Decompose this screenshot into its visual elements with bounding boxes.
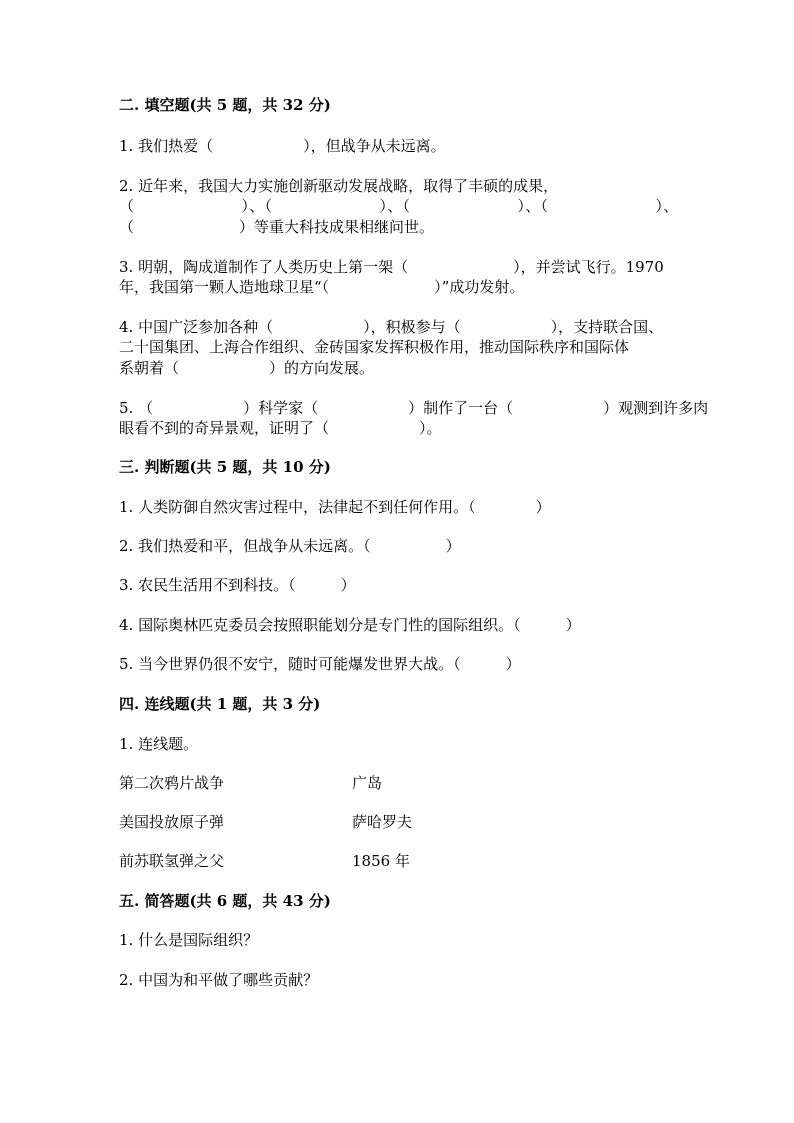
fill-question-2-line-2: （ ）、（ ）、（ ）、（ ）、: [119, 197, 679, 215]
judge-question-1: 1. 人类防御自然灾害过程中，法律起不到任何作用。（ ）: [119, 498, 551, 516]
matching-right-item: 1856 年: [352, 852, 410, 870]
fill-question-4-line-2: 二十国集团、上海合作组织、金砖国家发挥积极作用，推动国际秩序和国际体: [119, 338, 630, 356]
matching-right-item: 广岛: [352, 774, 383, 792]
matching-left-item: 第二次鸦片战争: [119, 774, 225, 792]
fill-question-3-line-2: 年，我国第一颗人造地球卫星“（ ）”成功发射。: [119, 278, 525, 296]
fill-question-3-line-1: 3. 明朝，陶成道制作了人类历史上第一架（ ），并尝试飞行。1970: [119, 258, 664, 276]
judge-question-2: 2. 我们热爱和平，但战争从未远离。（ ）: [119, 537, 461, 555]
short-answer-question-2: 2. 中国为和平做了哪些贡献？: [119, 971, 319, 989]
matching-left-item: 美国投放原子弹: [119, 813, 225, 831]
matching-left-item: 前苏联氢弹之父: [119, 852, 225, 870]
judge-question-5: 5. 当今世界仍很不安宁，随时可能爆发世界大战。（ ）: [119, 655, 521, 673]
section-title-matching: 四. 连线题(共 1 题，共 3 分): [119, 695, 321, 713]
short-answer-question-1: 1. 什么是国际组织？: [119, 931, 259, 949]
fill-question-4-line-1: 4. 中国广泛参加各种（ ），积极参与（ ），支持联合国、: [119, 318, 664, 336]
fill-question-5-line-1: 5. （ ）科学家（ ）制作了一台（ ）观测到许多肉: [119, 399, 709, 417]
judge-question-3: 3. 农民生活用不到科技。（ ）: [119, 576, 356, 594]
fill-question-2-line-1: 2. 近年来，我国大力实施创新驱动发展战略，取得了丰硕的成果，: [119, 177, 559, 195]
fill-question-5-line-2: 眼看不到的奇异景观，证明了（ ）。: [119, 419, 442, 437]
judge-question-4: 4. 国际奥林匹克委员会按照职能划分是专门性的国际组织。（ ）: [119, 616, 581, 634]
matching-question-1: 1. 连线题。: [119, 735, 199, 753]
section-title-fill-blank: 二. 填空题(共 5 题，共 32 分): [119, 96, 331, 114]
section-title-judge: 三. 判断题(共 5 题，共 10 分): [119, 458, 331, 476]
fill-question-2-line-3: （ ）等重大科技成果相继问世。: [119, 218, 435, 236]
matching-right-item: 萨哈罗夫: [352, 813, 413, 831]
fill-question-1: 1. 我们热爱（ ），但战争从未远离。: [119, 137, 446, 155]
fill-question-4-line-3: 系朝着（ ）的方向发展。: [119, 359, 375, 377]
section-title-short-answer: 五. 简答题(共 6 题，共 43 分): [119, 892, 331, 910]
